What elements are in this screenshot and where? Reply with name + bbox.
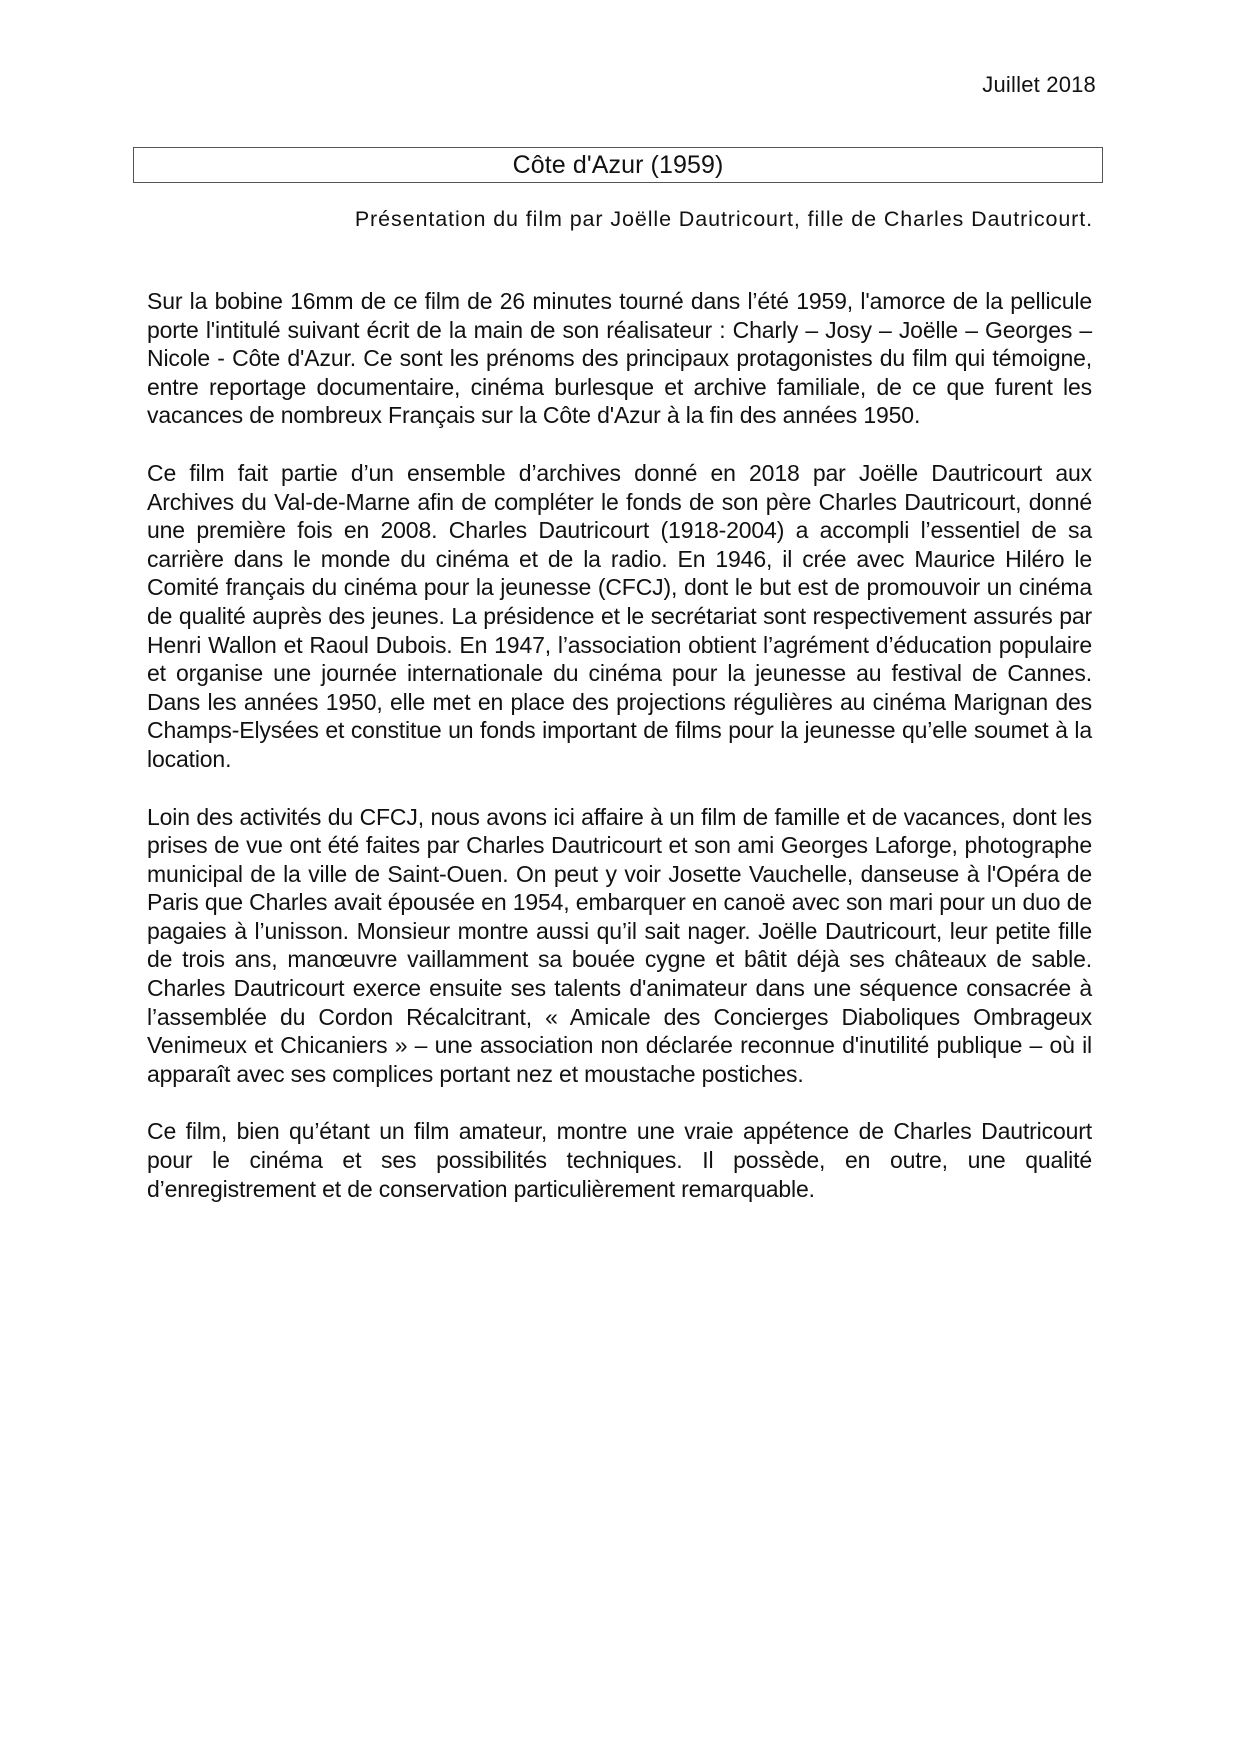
paragraph-2: Ce film fait partie d’un ensemble d’archives donné en 2018 par Joëlle Dautricourt aux Archives du Val-de-Marne afin de compléter le fonds de son père Charles Dautricourt, donné une première fois en 2008. Charles Dautricourt (1918-2004) a accompli l’essentiel de sa carrière dans le monde du cinéma et de la radio. En 1946, il crée avec Maurice Hiléro le Comité français du cinéma pour la jeunesse (CFCJ), dont le but est de promouvoir un cinéma de qualité auprès des jeunes. La présidence et le secrétariat sont respectivement assurés par Henri Wallon et Raoul Dubois. En 1947, l’association obtient l’agrément d’éducation populaire et organise une journée internationale du cinéma pour la jeunesse au festival de Cannes. Dans les années 1950, elle met en place des projections régulières au cinéma Marignan des Champs-Elysées et constitue un fonds important de films pour la jeunesse qu’elle soumet à la location.: [147, 459, 1092, 772]
paragraph-4: Ce film, bien qu’étant un film amateur, montre une vraie appétence de Charles Dautricourt pour le cinéma et ses possibilités techniques. Il possède, en outre, une qualité d’enregistrement et de conservation particulièrement remarquable.: [147, 1118, 1092, 1202]
document-subtitle: Présentation du film par Joëlle Dautricourt, fille de Charles Dautricourt.: [354, 207, 1093, 231]
document-date: Juillet 2018: [982, 72, 1096, 97]
paragraph-3: Loin des activités du CFCJ, nous avons ici affaire à un film de famille et de vacances, dont les prises de vue ont été faites par Charles Dautricourt et son ami Georges Laforge, photographe municipal de la ville de Saint-Ouen. On peut y voir Josette Vauchelle, danseuse à l'Opéra de Paris que Charles avait épousée en 1954, embarquer en canoë avec son mari pour un duo de pagaies à l’unisson. Monsieur montre aussi qu’il sait nager. Joëlle Dautricourt, leur petite fille de trois ans, manœuvre vaillamment sa bouée cygne et bâtit déjà ses châteaux de sable. Charles Dautricourt exerce ensuite ses talents d'animateur dans une séquence consacrée à l’assemblée du Cordon Récalcitrant, « Amicale des Concierges Diaboliques Ombrageux Venimeux et Chicaniers » – une association non déclarée reconnue d'inutilité publique – où il apparaît avec ses complices portant nez et moustache postiches.: [147, 803, 1092, 1087]
paragraph-1: Sur la bobine 16mm de ce film de 26 minutes tourné dans l’été 1959, l'amorce de la pellicule porte l'intitulé suivant écrit de la main de son réalisateur : Charly – Josy – Joëlle – Georges – Nicole - Côte d'Azur. Ce sont les prénoms des principaux protagonistes du film qui témoigne, entre reportage documentaire, cinéma burlesque et archive familiale, de ce que furent les vacances de nombreux Français sur la Côte d'Azur à la fin des années 1950.: [147, 288, 1092, 429]
title-box: [133, 147, 1103, 183]
document-title: Côte d'Azur (1959): [512, 150, 724, 179]
document-body: [147, 287, 1092, 1232]
